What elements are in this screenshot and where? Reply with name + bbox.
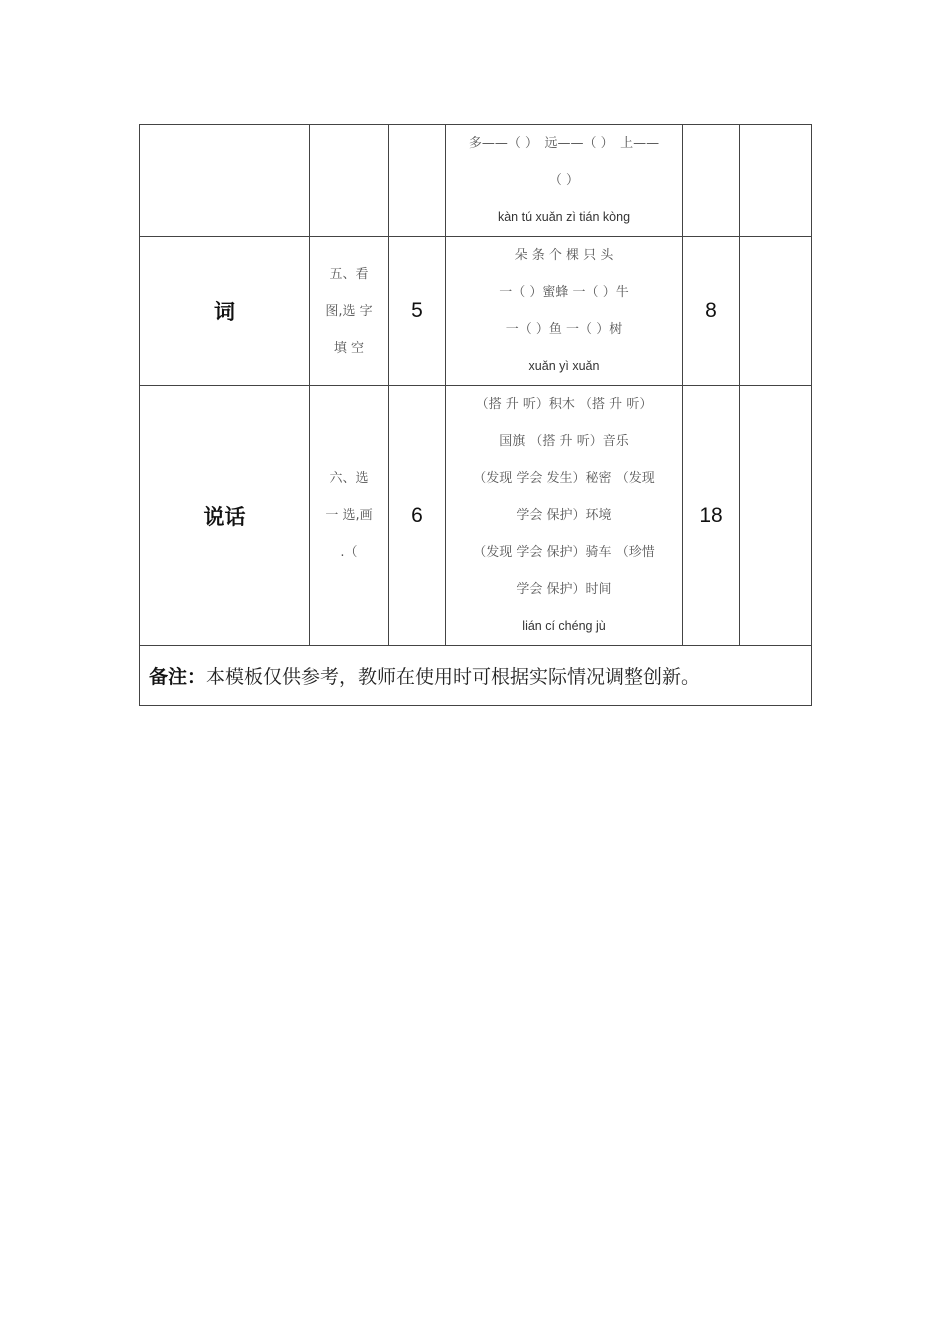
type-line: 一 选,画: [325, 508, 373, 523]
content-line: 一（ ）鱼 一（ ）树: [505, 322, 623, 337]
category-cell: 词: [140, 237, 310, 386]
content-line: 一（ ）蜜蜂 一（ ）牛: [499, 285, 629, 300]
question-count-cell: 5: [389, 237, 446, 386]
table-row: [140, 125, 812, 237]
question-count-cell: 6: [389, 386, 446, 646]
extra-cell: [740, 237, 812, 386]
pinyin-label: kàn tú xuǎn zì tián kònɡ: [497, 210, 631, 224]
extra-cell: [740, 386, 812, 646]
content-line: 朵 条 个 棵 只 头: [514, 248, 614, 263]
extra-cell: [740, 125, 812, 237]
pinyin-label: xuǎn yì xuǎn: [528, 359, 600, 373]
score-cell: 18: [683, 386, 740, 646]
question-content-cell: [446, 125, 683, 237]
type-line: 六、选: [329, 471, 369, 486]
category-cell: [140, 125, 310, 237]
table-row: [140, 386, 812, 646]
category-cell: 说话: [140, 386, 310, 646]
question-content-cell: [446, 386, 683, 646]
content-line: 学会 保护）环境: [516, 508, 612, 523]
type-line: 填 空: [333, 340, 365, 356]
note-row: [140, 646, 812, 706]
content-line: 学会 保护）时间: [516, 582, 612, 597]
pinyin-label: lián cí chénɡ jù: [522, 619, 606, 633]
question-content-cell: [446, 237, 683, 386]
note-text: 本模板仅供参考，教师在使用时可根据实际情况调整创新。: [206, 666, 701, 688]
table-row: [140, 237, 812, 386]
score-cell: 8: [683, 237, 740, 386]
type-line: .（: [340, 545, 358, 560]
question-type-cell: [310, 125, 389, 237]
content-line: （ ）: [548, 173, 580, 188]
content-line: （发现 学会 保护）骑车 （珍惜: [473, 545, 655, 560]
exam-table: [139, 124, 812, 706]
content-line: 国旗 （搭 升 听）音乐: [499, 434, 629, 449]
type-line: 五、看: [329, 266, 369, 282]
note-cell: [140, 646, 812, 706]
question-type-cell: [310, 386, 389, 646]
content-line: （发现 学会 发生）秘密 （发现: [473, 471, 655, 486]
question-count-cell: [389, 125, 446, 237]
type-line: 图,选 字: [325, 303, 373, 319]
content-line: 多——（ ） 远——（ ） 上——: [468, 136, 660, 151]
note-label: 备注：: [149, 666, 207, 688]
content-line: （搭 升 听）积木 （搭 升 听）: [475, 397, 653, 412]
score-cell: [683, 125, 740, 237]
question-type-cell: [310, 237, 389, 386]
